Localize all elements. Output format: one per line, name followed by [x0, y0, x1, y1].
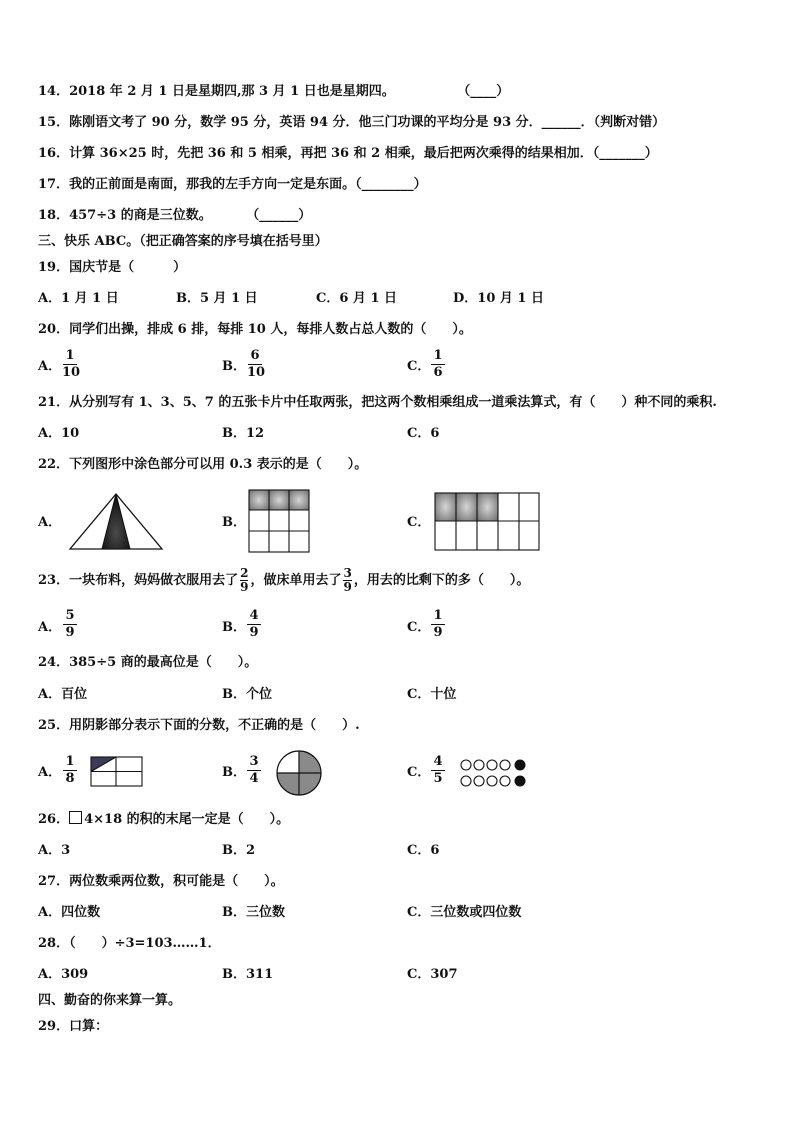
question-21: 21．从分别写有 1、3、5、7 的五张卡片中任取两张，把这两个数相乘组成一道乘法算式，有（ ）种不同的乘积. — [38, 395, 717, 410]
question-17: 17．我的正前面是南面，那我的左手方向一定是东面。（________） — [38, 177, 427, 192]
option-a-label[interactable]: A． — [38, 765, 62, 780]
option-b[interactable]: B．311 — [222, 967, 274, 982]
option-b-fraction: 4 9 — [246, 609, 262, 640]
option-a-fraction: 1 10 — [62, 348, 81, 380]
question-26 — [38, 811, 289, 828]
question-18-text: 18．457÷3 的商是三位数。 — [38, 208, 212, 223]
answer-blank[interactable]: （____） — [457, 84, 510, 99]
option-b-fraction: 3 4 — [246, 755, 262, 786]
option-c[interactable]: C．6 — [407, 426, 440, 441]
question-23 — [38, 567, 529, 594]
grid-5x2-shaded-figure — [434, 492, 540, 552]
option-b[interactable]: B．个位 — [222, 687, 272, 702]
option-c[interactable]: C．三位数或四位数 — [407, 905, 522, 920]
option-b[interactable]: B．12 — [222, 426, 265, 441]
rectangle-eighths-figure — [90, 756, 144, 788]
option-a[interactable]: A．四位数 — [38, 905, 101, 920]
option-c[interactable]: C．6 — [407, 843, 440, 858]
option-b[interactable]: B．三位数 — [222, 905, 285, 920]
question-26-number: 26． — [38, 812, 70, 827]
question-20: 20．同学们出操，排成 6 排，每排 10 人，每排人数占总人数的（ ）。 — [38, 322, 472, 337]
option-a[interactable]: A．1 月 1 日 — [38, 291, 119, 306]
question-23-text-3: ，用去的比剩下的多（ ）。 — [353, 573, 530, 588]
option-b[interactable]: B．5 月 1 日 — [176, 291, 258, 306]
option-c[interactable]: C．307 — [407, 967, 458, 982]
option-a-label[interactable]: A． — [38, 359, 62, 374]
option-c-fraction: 1 9 — [430, 609, 446, 640]
option-a-fraction: 1 8 — [62, 755, 78, 786]
question-14-text: 14．2018 年 2 月 1 日是星期四,那 3 月 1 日也是星期四。 — [38, 84, 395, 99]
question-23-text-2: ，做床单用去了 — [250, 573, 342, 588]
option-c-fraction: 1 6 — [430, 349, 446, 380]
option-a[interactable]: A．百位 — [38, 687, 88, 702]
option-c-label[interactable]: C． — [407, 620, 431, 635]
option-b-label[interactable]: B． — [222, 515, 246, 530]
question-25: 25．用阴影部分表示下面的分数，不正确的是（ ）. — [38, 718, 360, 733]
option-b-label[interactable]: B． — [222, 620, 246, 635]
blank-square-icon[interactable] — [69, 811, 82, 824]
option-b[interactable]: B．2 — [222, 843, 256, 858]
option-a-label[interactable]: A． — [38, 620, 62, 635]
option-a[interactable]: A．10 — [38, 426, 80, 441]
question-14 — [38, 84, 509, 100]
question-18 — [38, 208, 311, 224]
option-a-fraction: 5 9 — [62, 609, 78, 640]
option-c-fraction: 4 5 — [430, 755, 446, 786]
circle-quarters-figure — [275, 749, 323, 797]
fraction-2-9: $\frac{2}{9}$ — [240, 566, 249, 594]
option-c-label[interactable]: C． — [407, 515, 431, 530]
option-c[interactable]: C．十位 — [407, 687, 457, 702]
option-a[interactable]: A．309 — [38, 967, 89, 982]
option-b-fraction: 6 10 — [247, 348, 266, 380]
option-d[interactable]: D．10 月 1 日 — [453, 291, 544, 306]
fraction-3-9: $\frac{3}{9}$ — [343, 566, 352, 594]
option-c[interactable]: C．6 月 1 日 — [316, 291, 398, 306]
option-c-label[interactable]: C． — [407, 359, 431, 374]
option-c-label[interactable]: C． — [407, 765, 431, 780]
question-27: 27．两位数乘两位数，积可能是（ ）。 — [38, 874, 284, 889]
option-b-label[interactable]: B． — [222, 765, 246, 780]
answer-blank[interactable]: （______） — [246, 208, 312, 223]
question-22: 22．下列图形中涂色部分可以用 0.3 表示的是（ ）。 — [38, 457, 368, 472]
question-24: 24．385÷5 商的最高位是（ ）。 — [38, 655, 258, 670]
question-16: 16．计算 36×25 时，先把 36 和 5 相乘，再把 36 和 2 相乘，最后把两次乘得的结果相加．（_______） — [38, 146, 658, 161]
dots-figure — [460, 757, 534, 789]
question-19: 19．国庆节是（ ） — [38, 260, 187, 275]
question-15: 15．陈刚语文考了 90 分，数学 95 分，英语 94 分．他三门功课的平均分是 93 分．______．（判断对错） — [38, 115, 666, 130]
question-29: 29．口算： — [38, 1019, 109, 1034]
question-26-text: 4×18 的积的末尾一定是（ ）。 — [84, 812, 290, 827]
option-a-label[interactable]: A． — [38, 515, 62, 530]
section-3-title: 三、快乐 ABC。（把正确答案的序号填在括号里） — [38, 234, 328, 249]
option-b-label[interactable]: B． — [222, 359, 246, 374]
option-a[interactable]: A．3 — [38, 843, 71, 858]
triangle-shaded-figure — [68, 492, 164, 552]
question-28: 28．（ ）÷3=103……1． — [38, 936, 221, 951]
question-23-text-1: 23．一块布料，妈妈做衣服用去了 — [38, 573, 239, 588]
grid-3x3-shaded-figure — [248, 489, 312, 554]
section-4-title: 四、勤奋的你来算一算。 — [38, 993, 182, 1008]
